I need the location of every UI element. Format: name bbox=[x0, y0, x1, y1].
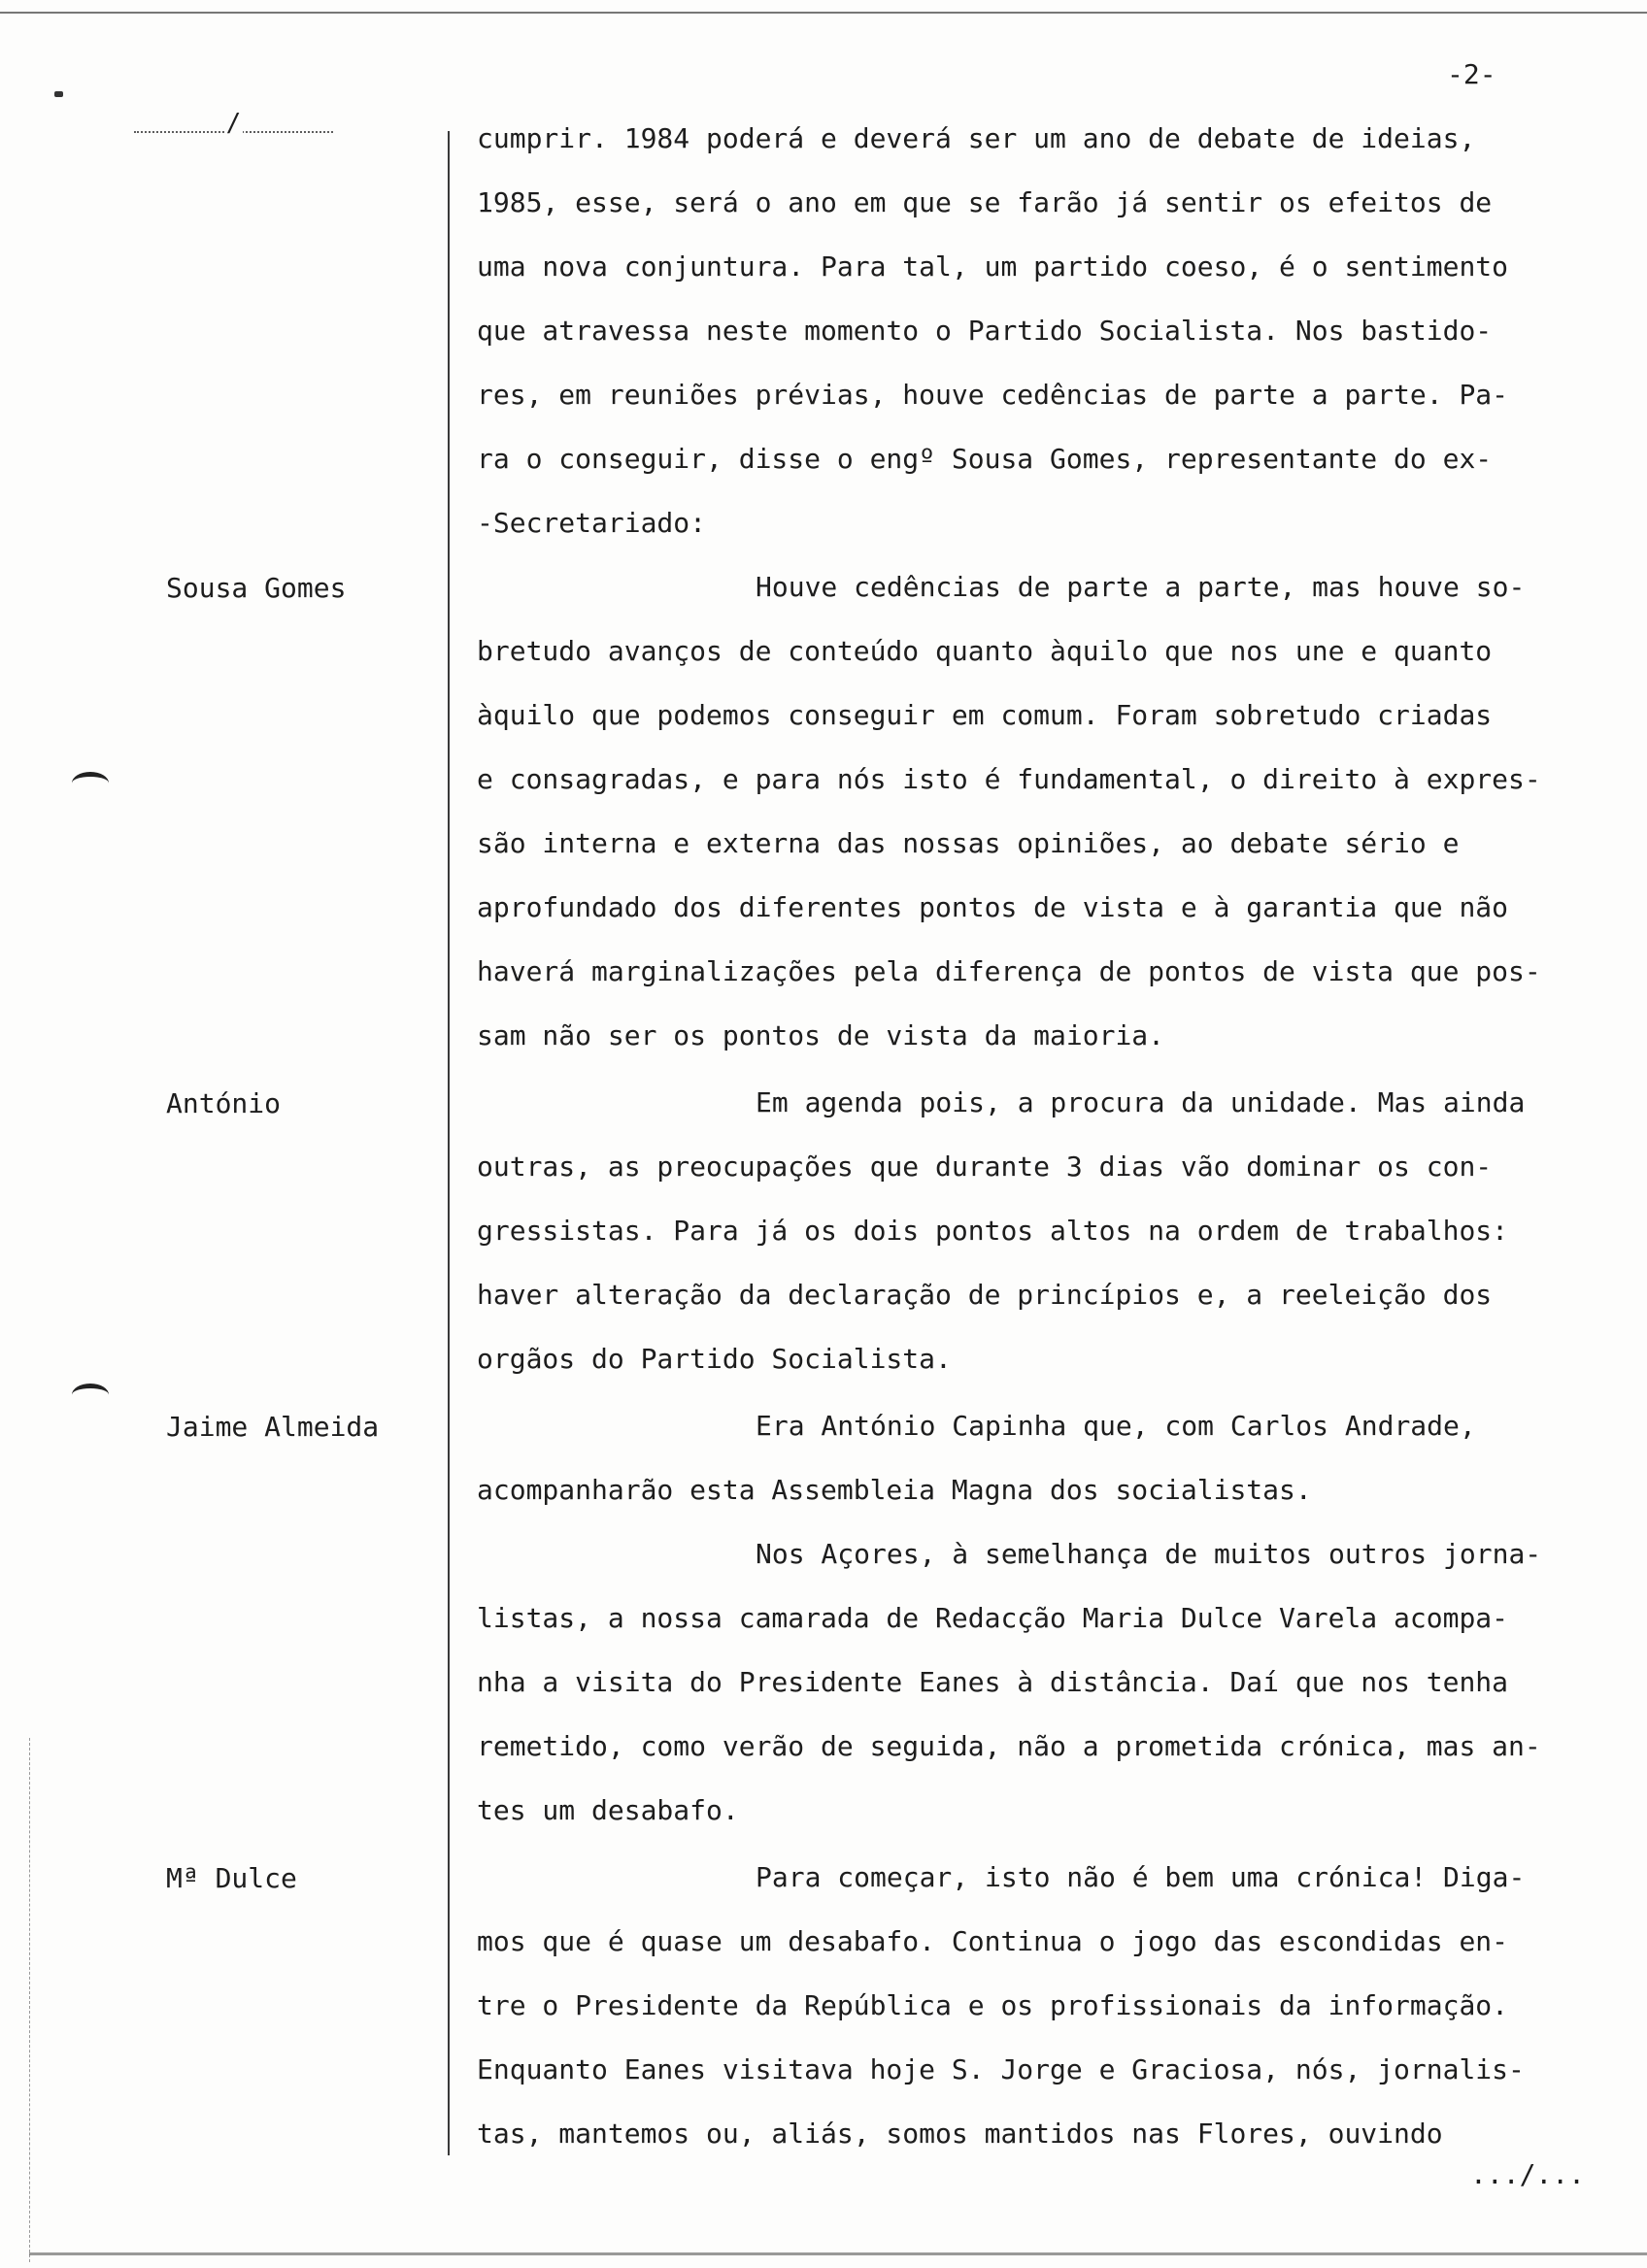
bottom-border-rule bbox=[29, 2252, 1647, 2255]
text-line: Enquanto Eanes visitava hoje S. Jorge e Graciosa, nós, jornalis- bbox=[477, 2053, 1525, 2085]
text-line: remetido, como verão de seguida, não a prometida crónica, mas an- bbox=[477, 1730, 1541, 1762]
text-line: Nos Açores, à semelhança de muitos outros jorna- bbox=[756, 1538, 1542, 1570]
left-margin-edge bbox=[29, 1738, 30, 2262]
speaker-label: Jaime Almeida bbox=[166, 1411, 380, 1443]
top-border-rule bbox=[0, 12, 1647, 14]
text-line: Houve cedências de parte a parte, mas houve so- bbox=[756, 571, 1526, 603]
margin-divider-line bbox=[448, 131, 450, 2155]
text-line: haver alteração da declaração de princípios e, a reeleição dos bbox=[477, 1279, 1493, 1311]
speaker-label: António bbox=[166, 1087, 282, 1119]
text-line: àquilo que podemos conseguir em comum. Foram sobretudo criadas bbox=[477, 699, 1493, 731]
text-line: tas, mantemos ou, aliás, somos mantidos nas Flores, ouvindo bbox=[477, 2118, 1443, 2150]
text-line: Para começar, isto não é bem uma crónica! Diga- bbox=[756, 1861, 1526, 1893]
text-line: gressistas. Para já os dois pontos altos na ordem de trabalhos: bbox=[477, 1215, 1509, 1247]
text-line: haverá marginalizações pela diferença de pontos de vista que pos- bbox=[477, 955, 1541, 987]
text-line: tre o Presidente da República e os profissionais da informação. bbox=[477, 1989, 1509, 2021]
text-line: outras, as preocupações que durante 3 dias vão dominar os con- bbox=[477, 1151, 1493, 1183]
punch-hole-mark bbox=[72, 772, 109, 794]
text-line: acompanharão esta Assembleia Magna dos socialistas. bbox=[477, 1474, 1312, 1506]
text-line: uma nova conjuntura. Para tal, um partido coeso, é o sentimento bbox=[477, 250, 1509, 283]
speaker-label: Mª Dulce bbox=[166, 1862, 297, 1894]
text-line: tes um desabafo. bbox=[477, 1794, 739, 1826]
text-line: 1985, esse, será o ano em que se farão já sentir os efeitos de bbox=[477, 186, 1493, 218]
text-line: e consagradas, e para nós isto é fundamental, o direito à expres- bbox=[477, 763, 1541, 795]
text-line: Em agenda pois, a procura da unidade. Mas ainda bbox=[756, 1086, 1526, 1118]
text-line: bretudo avanços de conteúdo quanto àquilo que nos une e quanto bbox=[477, 635, 1493, 667]
text-line: listas, a nossa camarada de Redacção Maria Dulce Varela acompa- bbox=[477, 1602, 1509, 1634]
text-line: res, em reuniões prévias, houve cedências de parte a parte. Pa- bbox=[477, 379, 1509, 411]
text-line: cumprir. 1984 poderá e deverá ser um ano de debate de ideias, bbox=[477, 122, 1476, 154]
page-number: -2- bbox=[1447, 58, 1496, 90]
text-line: Era António Capinha que, com Carlos Andrade, bbox=[756, 1410, 1476, 1442]
text-line: aprofundado dos diferentes pontos de vista e à garantia que não bbox=[477, 891, 1509, 923]
header-dotted-mark: / bbox=[134, 109, 333, 138]
margin-bullet-mark bbox=[54, 91, 63, 97]
text-line: mos que é quase um desabafo. Continua o jogo das escondidas en- bbox=[477, 1925, 1509, 1957]
text-line: ra o conseguir, disse o engº Sousa Gomes, representante do ex- bbox=[477, 443, 1493, 475]
text-line: são interna e externa das nossas opiniões, ao debate sério e bbox=[477, 827, 1460, 859]
punch-hole-mark bbox=[72, 1384, 109, 1406]
text-line: sam não ser os pontos de vista da maioria. bbox=[477, 1019, 1165, 1051]
text-line: que atravessa neste momento o Partido Socialista. Nos bastido- bbox=[477, 315, 1493, 347]
text-line: -Secretariado: bbox=[477, 507, 707, 539]
text-line: orgãos do Partido Socialista. bbox=[477, 1343, 952, 1375]
speaker-label: Sousa Gomes bbox=[166, 572, 347, 604]
continuation-mark: .../... bbox=[1470, 2158, 1586, 2190]
text-line: nha a visita do Presidente Eanes à distância. Daí que nos tenha bbox=[477, 1666, 1509, 1698]
